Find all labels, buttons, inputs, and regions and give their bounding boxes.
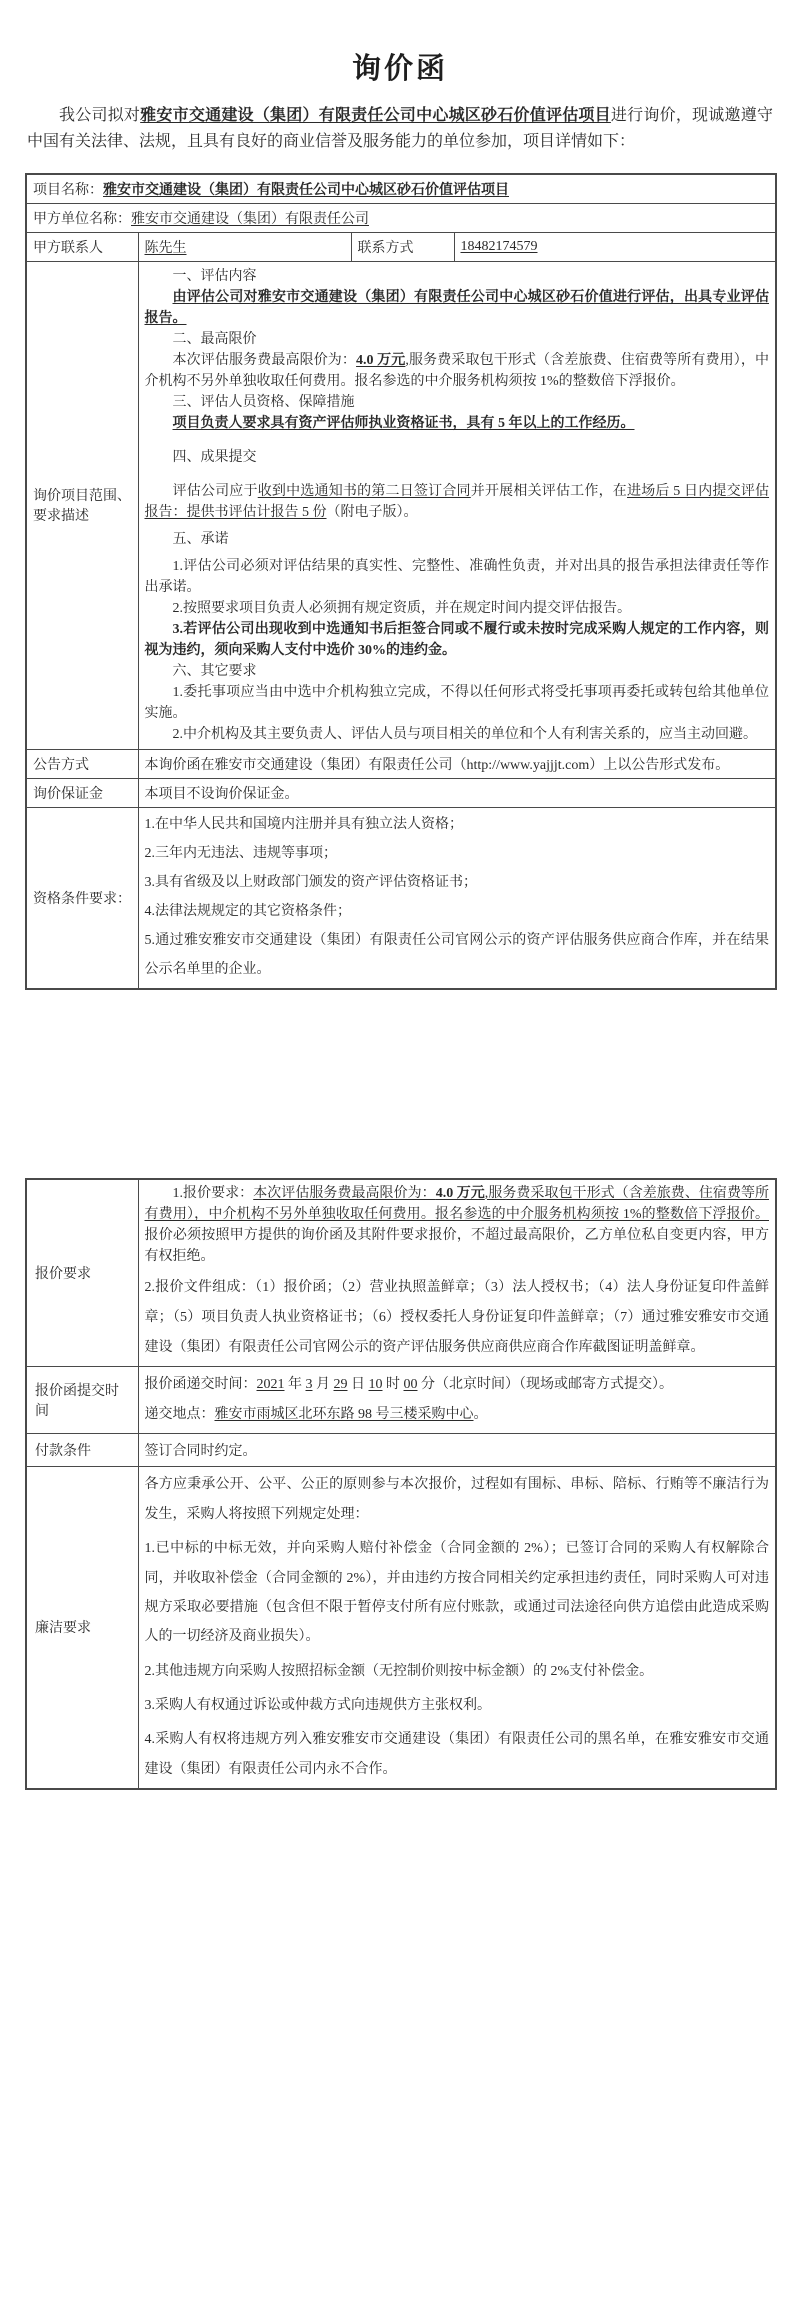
integrity-label: 廉洁要求	[26, 1467, 138, 1789]
phone-value: 18482174579	[454, 232, 776, 261]
submission-time-content: 报价函递交时间：2021 年 3 月 29 日 10 时 00 分（北京时间）（现场或邮寄方式提交）。 递交地点：雅安市雨城区北环东路 98 号三楼采购中心。	[138, 1366, 776, 1433]
quote-requirements-content: 1.报价要求：本次评估服务费最高限价为：4.0 万元,服务费采取包干形式（含差旅费、住宿费等所有费用），中介机构不另外单独收取任何费用。报名参选的中介服务机构须按 1%的整数倍下浮报价。报价必须按照甲方提供的询价函及其附件要求报价，不超过最高限价，乙方单位私自变更内容，甲方有权拒绝。 2.报价文件组成：（1）报价函；（2）营业执照盖鲜章；（3）法人授权书；（4）法人身份证复印件盖鲜章；（5）项目负责人执业资格证书；（6）授权委托人身份证复印件盖鲜章；（7）通过雅安雅安市交通建设（集团）有限责任公司官网公示的资产评估服务供应商供应商合作库截图证明盖鲜章。	[138, 1179, 776, 1367]
scope-label: 询价项目范围、要求描述	[26, 261, 138, 749]
table-row	[26, 174, 776, 204]
quotation-table	[25, 1178, 777, 1790]
table-row	[26, 232, 776, 261]
table-row	[26, 807, 776, 988]
quote-requirements-label: 报价要求	[26, 1179, 138, 1367]
contact-value: 陈先生	[138, 232, 351, 261]
payment-terms-content: 签订合同时约定。	[138, 1434, 776, 1467]
qualification-content: 1.在中华人民共和国境内注册并具有独立法人资格； 2.三年内无违法、违规等事项； 3.具有省级及以上财政部门颁发的资产评估资格证书； 4.法律法规规定的其它资格条件； 5.通过雅安雅安市交通建设（集团）有限责任公司官网公示的资产评估服务供应商合作库，并在结果公示名单里的企业。	[138, 807, 776, 988]
party-a-value: 雅安市交通建设（集团）有限责任公司	[131, 211, 369, 227]
inquiry-info-table	[25, 173, 777, 990]
page-title: 询价函	[351, 53, 448, 85]
table-row	[26, 778, 776, 807]
contact-label: 甲方联系人	[26, 232, 138, 261]
payment-terms-label: 付款条件	[26, 1434, 138, 1467]
deposit-label: 询价保证金	[26, 778, 138, 807]
table-row	[26, 749, 776, 778]
table-row	[26, 1434, 776, 1467]
deposit-content: 本项目不设询价保证金。	[138, 778, 776, 807]
submission-time-label: 报价函提交时间	[26, 1366, 138, 1433]
announcement-label: 公告方式	[26, 749, 138, 778]
integrity-content: 各方应秉承公开、公平、公正的原则参与本次报价，过程如有围标、串标、陪标、行贿等不廉洁行为发生，采购人将按照下列规定处理： 1.已中标的中标无效，并向采购人赔付补偿金（合同金额的 2%）；已签订合同的采购人有权解除合同，并收取补偿金（合同金额的 2%），并由违约方按合同相关约定承担违约责任，同时采购人可对违规方采取必要措施（包含但不限于暂停支付所有应付账款，或通过司法途径向供方追偿由此造成采购人的一切经济及商业损失）。 2.其他违规方向采购人按照招标金额（无控制价则按中标金额）的 2%支付补偿金。 3.采购人有权通过诉讼或仲裁方式向违规供方主张权利。 4.采购人有权将违规方列入雅安雅安市交通建设（集团）有限责任公司的黑名单，在雅安雅安市交通建设（集团）有限责任公司内永不合作。	[138, 1467, 776, 1789]
project-name-label: 项目名称：	[33, 182, 103, 198]
project-name-value: 雅安市交通建设（集团）有限责任公司中心城区砂石价值评估项目	[103, 182, 509, 198]
scope-content: 一、评估内容 由评估公司对雅安市交通建设（集团）有限责任公司中心城区砂石价值进行评估，出具专业评估报告。 二、最高限价 本次评估服务费最高限价为：4.0 万元,服务费采取包干形式（含差旅费、住宿费等所有费用），中介机构不另外单独收取任何费用。报名参选的中介服务机构须按 1%的整数倍下浮报价。 三、评估人员资格、保障措施 项目负责人要求具有资产评估师执业资格证书，具有 5 年以上的工作经历。 四、成果提交 评估公司应于收到中选通知书的第二日签订合同并开展相关评估工作，在进场后 5 日内提交评估报告：提供书评估计报告 5 份（附电子版）。 五、承诺 1.评估公司必须对评估结果的真实性、完整性、准确性负责，并对出具的报告承担法律责任等作出承诺。 2.按照要求项目负责人必须拥有规定资质，并在规定时间内提交评估报告。 3.若评估公司出现收到中选通知书后拒签合同或不履行或未按时完成采购人规定的工作内容，则视为违约，须向采购人支付中选价 30%的违约金。 六、其它要求 1.委托事项应当由中选中介机构独立完成，不得以任何形式将受托事项再委托或转包给其他单位实施。 2.中介机构及其主要负责人、评估人员与项目相关的单位和个人有利害关系的，应当主动回避。	[138, 261, 776, 749]
party-a-label: 甲方单位名称：	[33, 211, 131, 227]
table-row	[26, 1366, 776, 1433]
project-name-cell	[26, 174, 776, 204]
intro-paragraph: 我公司拟对雅安市交通建设（集团）有限责任公司中心城区砂石价值评估项目进行询价，现诚邀遵守中国有关法律、法规，且具有良好的商业信誉及服务能力的单位参加，项目详情如下：	[27, 107, 773, 151]
table-row	[26, 203, 776, 232]
phone-label: 联系方式	[351, 232, 454, 261]
announcement-content: 本询价函在雅安市交通建设（集团）有限责任公司（http://www.yajjjt.com）上以公告形式发布。	[138, 749, 776, 778]
table-row	[26, 1179, 776, 1367]
table-row	[26, 261, 776, 749]
qualification-label: 资格条件要求：	[26, 807, 138, 988]
table-row	[26, 1467, 776, 1789]
party-a-cell	[26, 203, 776, 232]
